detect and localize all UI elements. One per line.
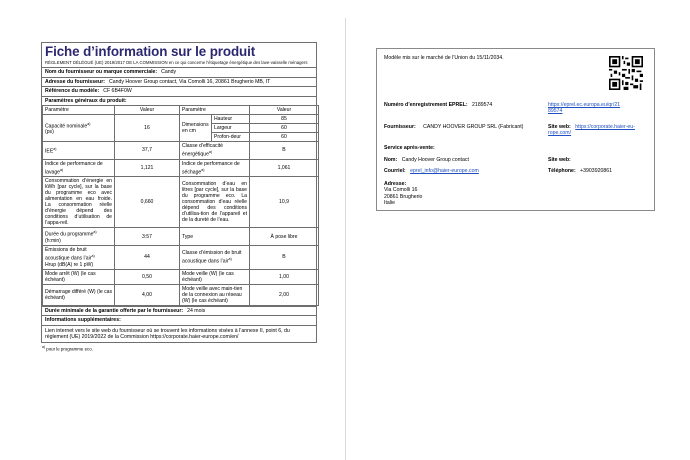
- param-label: IEE: [45, 148, 54, 155]
- table-row: [43, 269, 319, 284]
- param-label: Mode veille (W) (le cas échéant): [182, 270, 234, 283]
- param-value: B: [250, 246, 319, 270]
- general-params-row: [42, 96, 316, 105]
- supplier-line: [384, 124, 523, 130]
- capacity-value: 16: [115, 115, 180, 142]
- address-block: [384, 181, 422, 207]
- qr-code-icon[interactable]: [609, 56, 643, 90]
- param-label: Consommation d’eau en litres [par cycle], sur la base du programme eco. La consommation d’eau réelle dépend des conditions d’utilisa-tion de l’appareil et de la dureté de l’eau.: [182, 181, 247, 224]
- extra-info-label: Informations supplémentaires:: [45, 317, 121, 324]
- param-sup: a): [201, 167, 205, 172]
- footnote: [41, 345, 317, 351]
- capacity-label: Capacité nominale: [45, 123, 88, 130]
- param-label: Classe d’efficacité énergétique: [182, 143, 223, 158]
- table-row: [43, 177, 319, 228]
- contact-name-label: Nom:: [384, 157, 398, 163]
- param-label: Mode veille avec main-tien de la connexion au réseau (W) (le cas échéant): [182, 285, 243, 304]
- param-extra: (h:min): [45, 238, 61, 245]
- supplier-value: CANDY HOOVER GROUP SRL (Fabricant): [423, 124, 524, 130]
- supplier-address-row: [42, 77, 316, 86]
- supplier-address-label: Adresse du fournisseur:: [45, 78, 105, 85]
- address-line: Italie: [384, 200, 395, 207]
- param-cell: [180, 228, 250, 246]
- table-row: [43, 284, 319, 305]
- param-sup: a): [228, 257, 232, 262]
- dim-width-label: Largeur: [212, 124, 250, 133]
- param-value: 1,061: [250, 159, 319, 177]
- warranty-row: [42, 306, 316, 315]
- dim-height-value: 85: [250, 115, 319, 124]
- param-sup: a): [53, 147, 57, 152]
- table-row: [43, 142, 319, 160]
- model-label: Référence du modèle:: [45, 88, 100, 95]
- email-link[interactable]: eprel_info@haier-europe.com: [410, 168, 479, 174]
- sheet-title: Fiche d’information sur le produit: [45, 44, 256, 59]
- param-label: Indice de performance de lavage: [45, 160, 103, 176]
- param-value: 37,7: [115, 142, 180, 160]
- param-value: 1,121: [115, 159, 180, 177]
- eprel-link-line1[interactable]: https://eprel.ec.europa.eu/qr/21: [548, 102, 621, 108]
- eprel-label: Numéro d’enregistrement EPREL:: [384, 102, 468, 108]
- param-value: 1,00: [250, 269, 319, 284]
- email-line: [384, 168, 479, 174]
- after-sales-header: [384, 145, 435, 151]
- param-value: 0,660: [115, 177, 180, 228]
- capacity-unit: (ps): [45, 129, 54, 136]
- website-link-line1[interactable]: https://corporate.haier-eu-: [575, 124, 635, 130]
- param-label: Mode arrêt (W) (le cas échéant): [45, 270, 96, 283]
- header-param-1: Paramètre: [43, 106, 115, 115]
- supplier-name-value: Candy: [161, 69, 177, 76]
- contact-site-line: [548, 157, 571, 163]
- regulation-subtitle: RÈGLEMENT DÉLÉGUÉ (UE) 2019/2017 DE LA COMMISSION en ce qui concerne l'étiquetage énergétique des lave-vaisselle ménagers: [45, 60, 308, 65]
- param-cell: [43, 142, 115, 160]
- footnote-sup: a): [42, 345, 46, 350]
- footnote-text: pour le programme eco.: [46, 346, 93, 352]
- supplier-address-value: Candy Hoover Group contact, Via Comolli 16, 20861 Brugherio MB, IT: [108, 78, 271, 85]
- param-value: 44: [115, 246, 180, 270]
- eprel-number: 2189574: [472, 102, 493, 108]
- address-line: 20861 Brugherio: [384, 193, 423, 200]
- param-value: 0,50: [115, 269, 180, 284]
- phone-line: [548, 168, 612, 174]
- table-row: [43, 159, 319, 177]
- market-date: Modèle mis sur le marché de l’Union du 15/11/2034.: [384, 55, 504, 61]
- parameters-table: [42, 105, 319, 306]
- table-row-capacity-height: [43, 115, 319, 124]
- capacity-label-cell: [43, 115, 115, 142]
- eprel-line: [384, 102, 492, 108]
- param-label: Classe d’émission de bruit acoustique dans l’air: [182, 250, 242, 265]
- param-cell: [43, 246, 115, 270]
- email-label: Courriel:: [384, 168, 406, 174]
- website-line: [548, 124, 635, 137]
- param-cell: [180, 269, 250, 284]
- sheet-frame: [41, 42, 317, 343]
- contact-site-label: Site web:: [548, 157, 571, 163]
- extra-info-header-row: [42, 315, 316, 324]
- param-cell: [43, 159, 115, 177]
- general-params-label: Paramètres généraux du produit:: [45, 97, 127, 104]
- phone-value: +3903920861: [580, 168, 613, 174]
- supplier-name-label: Nom du fournisseur ou marque commerciale:: [45, 69, 158, 76]
- param-label: Émissions de bruit acoustique dans l’air: [45, 247, 92, 262]
- extra-info-text: Lien internet vers le site web du fournisseur où se trouvent les informations visées à l’annexe II, point 6, du règlement (UE) 2019/2022 de la Commission https://corporate.haier-europe.com/en/: [45, 327, 290, 340]
- param-value: 10,9: [250, 177, 319, 228]
- param-cell: [43, 284, 115, 305]
- param-sup: a): [93, 230, 97, 235]
- param-value: 4,00: [115, 284, 180, 305]
- param-sup: a): [208, 150, 213, 155]
- extra-info-row: [42, 325, 316, 343]
- dim-width-value: 60: [250, 124, 319, 133]
- product-information-sheet: [41, 42, 317, 442]
- table-row: [43, 246, 319, 270]
- supplier-label: Fournisseur:: [384, 124, 416, 130]
- param-cell: [43, 177, 115, 228]
- dim-height-label: Hauteur: [212, 115, 250, 124]
- param-extra: Hrup (dB(A) re 1 pW): [45, 261, 94, 268]
- dimensions-label: Dimensions en cm: [180, 115, 212, 142]
- header-value-1: Valeur: [115, 106, 180, 115]
- param-sup: a): [91, 254, 95, 259]
- model-value: CF 6B4F0W: [103, 88, 132, 95]
- header-param-2: Paramètre: [180, 106, 250, 115]
- param-sup: a): [60, 167, 64, 172]
- dim-depth-value: 60: [250, 133, 319, 142]
- param-cell: [180, 159, 250, 177]
- param-cell: [180, 246, 250, 270]
- contact-name-line: [384, 157, 469, 163]
- param-cell: [43, 269, 115, 284]
- eprel-link[interactable]: [548, 102, 620, 115]
- address-line: Via Comolli 16: [384, 187, 418, 194]
- param-cell: [180, 284, 250, 305]
- supplier-name-row: [42, 67, 316, 76]
- param-cell: [43, 228, 115, 246]
- contact-name-value: Candy Hoover Group contact: [401, 157, 469, 163]
- param-label: Consommation d’énergie en kWh [par cycle], sur la base du programme eco avec alimentation en eau froide. La consommation réelle d’énergie dépend des conditions d’utilisation de l’appa-reil.: [45, 178, 112, 227]
- warranty-label: Durée minimale de la garantie offerte par le fournisseur:: [45, 307, 184, 314]
- eprel-link-line2[interactable]: 89574: [548, 108, 563, 115]
- website-link-line2[interactable]: rope.com/: [548, 130, 572, 137]
- param-label: Démarrage différé (W) (le cas échéant): [45, 288, 112, 301]
- param-cell: [180, 142, 250, 160]
- param-cell: [180, 177, 250, 228]
- capacity-sup: a): [87, 121, 91, 126]
- param-value: À pose libre: [250, 228, 319, 246]
- model-row: [42, 86, 316, 95]
- warranty-value: 24 mois: [187, 307, 206, 314]
- param-label: Durée du programme: [45, 232, 94, 239]
- header-value-2: Valeur: [250, 106, 319, 115]
- param-value: 3:57: [115, 228, 180, 246]
- param-value: B: [250, 142, 319, 160]
- phone-label: Téléphone:: [548, 168, 576, 174]
- param-label: Type: [182, 233, 194, 240]
- table-row: [43, 228, 319, 246]
- page-divider: [345, 18, 346, 460]
- website-label: Site web:: [548, 124, 571, 130]
- param-label: Indice de performance de séchage: [182, 160, 240, 176]
- address-label: Adresse:: [384, 181, 407, 187]
- dim-depth-label: Profon-deur: [212, 133, 250, 142]
- param-value: 2,00: [250, 284, 319, 305]
- table-header-row: [43, 106, 319, 115]
- eprel-info-box: [376, 48, 655, 211]
- after-sales-label: Service après-vente:: [384, 145, 435, 151]
